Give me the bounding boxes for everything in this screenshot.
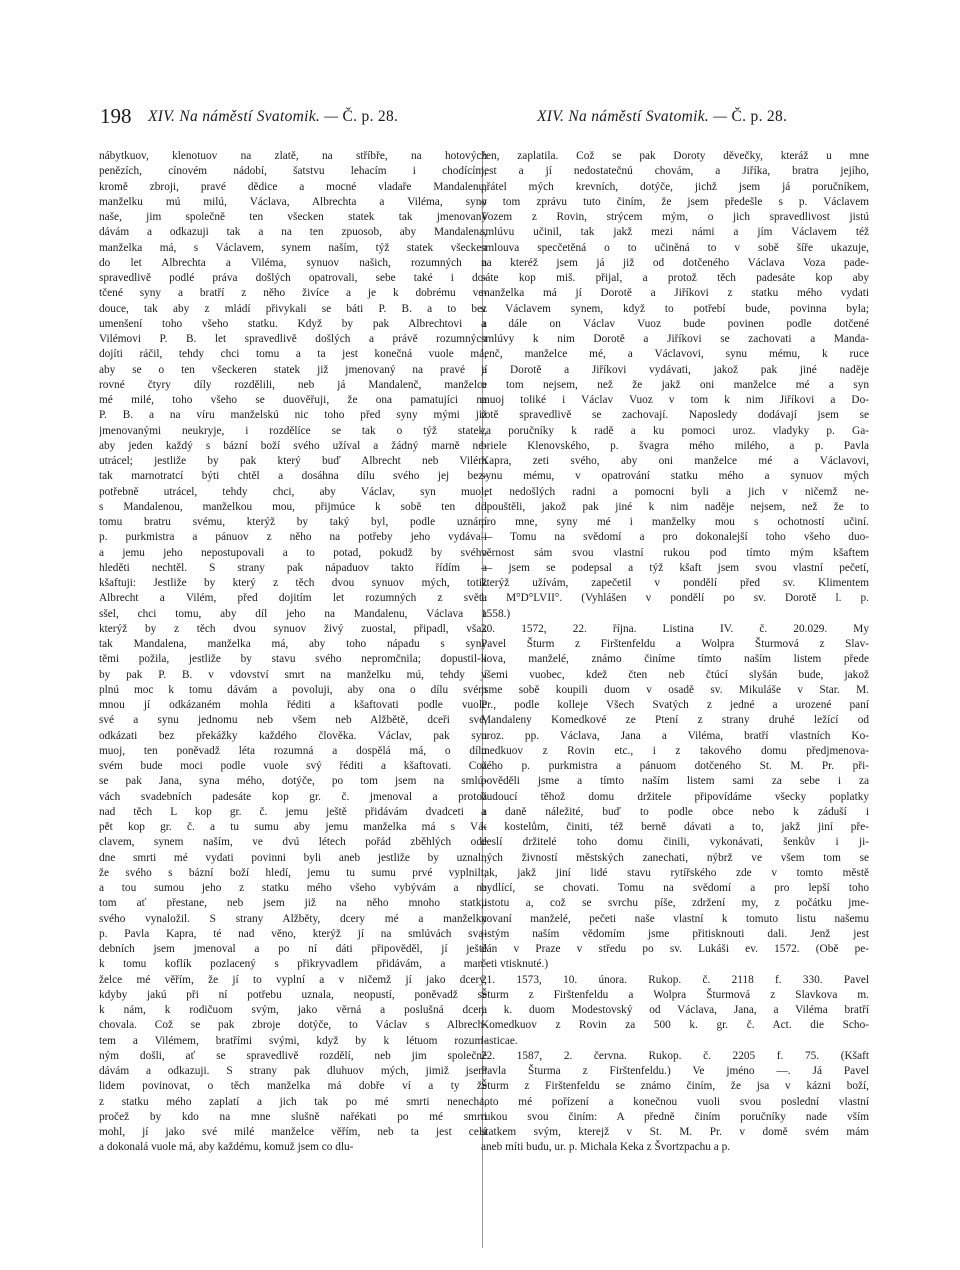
running-head-left-ref: Č. p. 28. bbox=[342, 108, 399, 125]
text-line: spravedlivě podlé práva došlých opatrovali, sebe také i do- bbox=[99, 272, 487, 284]
text-line: kšaftuji: Jestliže by který z těch dvou synuov mých, totiž bbox=[99, 577, 487, 589]
text-line: mé milé, toho všeho se duověřuji, že ona pamatujíci na bbox=[99, 394, 487, 406]
text-line: a dokonalá vuole má, aby každému, komuž jsem co dlu- bbox=[99, 1141, 354, 1154]
text-line: — jsem se podepsal a týž kšaft jsem svou vlastní pečetí, bbox=[481, 561, 869, 574]
text-line: na kteréž jsem já již od dotčeného Václava Voza pade- bbox=[481, 256, 869, 269]
text-line: ným došli, ať se spravedlivě rozdělí, neb jim společně bbox=[99, 1049, 487, 1062]
text-line: tak Mandalena, manželka má, aby toho nápadu s syny bbox=[99, 638, 487, 650]
text-line: jí Dorotě a Jiříkovi vydávati, jakož pak jiné naděje bbox=[481, 363, 869, 376]
text-line: pro mne, syny mé i manželky mou s ochotností učiní. bbox=[481, 516, 869, 528]
text-line: Vozem z Rovin, strýcem mým, o jich spravedlivost jistú bbox=[481, 211, 869, 223]
text-line: hleděti nechtěl. S strany pak nápaduov takto řídím a bbox=[99, 561, 487, 574]
text-line: jsme sobě koupili duom v osadě sv. Mikuláše v Star. M. bbox=[481, 683, 869, 696]
text-line: aby jeden každý s bázní boží svého užíval a žádný marně ne- bbox=[99, 439, 487, 452]
text-line: a jemu jeho nepostupovali a to potad, pokudž by svého bbox=[99, 546, 487, 559]
text-line: ného p. purkmistra a pánuom dotčeného St. M. Pr. při- bbox=[481, 760, 869, 772]
text-line: 22. 1587, 2. června. Rukop. č. 2205 f. 75. (Kšaft bbox=[481, 1049, 869, 1062]
text-line: jmenovanými neukryje, i rozdělíce se tak o týž statek, bbox=[99, 424, 487, 437]
text-line: rovné čtyry díly rozdělili, neb já Mandalenč, manželce bbox=[99, 378, 487, 391]
text-line: clavem, synem naším, ve dvú létech pořád zběhlých ode bbox=[99, 836, 487, 849]
text-line: kterýž by z těch dvou synuov živý zuostal, připadl, však bbox=[99, 622, 487, 635]
text-line: lenč, manželce mé, a Václavovi, synu mému, k ruce bbox=[481, 348, 869, 361]
text-line: sšel, chci tomu, aby díl jeho na Mandalenu, Václava a bbox=[99, 607, 487, 620]
running-head-right-title: XIV. Na náměstí Svatomik. — bbox=[537, 108, 728, 125]
text-line: umenšení toho všeho statku. Když by pak Albrechtovi a bbox=[99, 317, 487, 330]
text-line: smlúvy k nim Dorotě a Jiříkovi se zachovati a Manda- bbox=[481, 333, 869, 345]
text-line: jistotu a, což se svrchu píše, zdržení my, z počátku jme- bbox=[481, 897, 869, 910]
text-line: o tom zprávu tuto činím, že jsem předešle s p. Václavem bbox=[481, 195, 869, 208]
text-line: věrnost sám svou vlastní rukou pod tímto mým kšaftem bbox=[481, 546, 869, 559]
text-line: plnú moc k tomu dávám a povoluji, aby ona o dílu svém bbox=[99, 683, 487, 696]
text-line: všemi vuobec, kdež čten neb čtúcí slyšán bude, jakož bbox=[481, 668, 869, 681]
text-line: Šturm z Firštenfeldu a Wolpra Šturmová z Slavkova m. bbox=[481, 988, 869, 1001]
text-line: mnou jí odkázaném mohla řéditi a kšaftovati podle vuole bbox=[99, 699, 487, 711]
text-line: p. purkmistra a pánuov z něho na potřeby jeho vydávali bbox=[99, 531, 487, 544]
text-line: novaní manželé, pečeti naše vlastní k tomuto listu našemu bbox=[481, 912, 869, 925]
text-line: deslí držitelé toho domu činili, vykonávati, šenkův i ji- bbox=[481, 836, 869, 849]
text-line: s Václavem synem, když to potřebí bude, povinna byla; bbox=[481, 302, 869, 315]
text-line: jistým naším vědomím jsme přitisknouti dali. Jenž jest bbox=[481, 927, 869, 940]
text-line: Šturm z Firštenfeldu se známo činím, že jsa v kázni boží, bbox=[481, 1080, 869, 1093]
text-line: jest a jí nedostatečnú chovám, a Jiříka, bratra jejího, bbox=[481, 165, 869, 178]
text-line: žen, zaplatila. Což se pak Doroty děvečky, kteráž u mne bbox=[481, 150, 869, 162]
text-line: smlúvu učinil, tak jakž mezi námi a jím Václavem též bbox=[481, 226, 869, 239]
text-line: tom ať přestane, neb jsem již na něho mnoho statku bbox=[99, 897, 487, 910]
text-line: se pak Jana, syna mého, dotýče, po tom jsem na smlú- bbox=[99, 775, 487, 788]
text-line: 1558.) bbox=[481, 607, 511, 620]
text-line: nad těch L kop gr. č. jemu ještě přidávám dvadceti a bbox=[99, 805, 487, 818]
text-line: muoj, ten poněvadž léta rozumná a dospělá má, o dílu bbox=[99, 744, 487, 757]
text-line: a tou sumou jeho z statku mého všeho vybývám a na bbox=[99, 882, 487, 894]
text-line: tčené syny a bratří z něho živíce a je k dobrému ve- bbox=[99, 287, 487, 300]
text-line: dán v Praze v středu po sv. Lukáši ev. 1572. (Obě pe- bbox=[481, 943, 869, 955]
running-head-left-title: XIV. Na náměstí Svatomik. — bbox=[148, 108, 339, 125]
text-line: chovala. Což se pak zbroje dotýče, to Václav s Albrech- bbox=[99, 1019, 487, 1032]
text-line: kromě zbroji, pravé dědice a mocné vladaře Mandalenu, bbox=[99, 180, 487, 193]
text-line: dávám a odkazuji tak a na ten zpuosob, aby Mandalena, bbox=[99, 226, 487, 239]
text-line: tak, jakž jiní lidé stavu rytířského zde v tomto městě bbox=[481, 866, 869, 879]
text-line: za poručníky k radě a ku pomoci uroz. vladyky p. Ga- bbox=[481, 424, 869, 437]
text-line: smlouva specčetěná o to učiněná to v sobě šíře ukazuje, bbox=[481, 241, 869, 254]
text-line: potřebně utrácel, tehdy chci, aby Václav, syn muoj, bbox=[99, 485, 487, 498]
text-line: dne smrti mé vydati povinni byli aneb jestliže by uznali, bbox=[99, 851, 487, 864]
running-head-right bbox=[537, 108, 787, 126]
text-line: Pr., podle kolleje Všech Svatých z jedné a urozené paní bbox=[481, 699, 869, 711]
text-line: do let Albrechta a Viléma, synuov našich, rozumných a bbox=[99, 256, 487, 269]
text-line: Albrecht a Vilém, před dojitím let rozumných z světa bbox=[99, 592, 487, 605]
text-line: a dále on Václav Vuoz bude povinen podle dotčené bbox=[481, 317, 869, 330]
text-line: j. k. duom Modestovský od Václava, Jana, a Viléma bratří bbox=[481, 1004, 869, 1016]
text-line: k tomu koflík pozlacený s přikryvadlem přidávám, a man- bbox=[99, 958, 487, 971]
text-line: pět kop gr. č. a tu sumu aby jemu manželka má s Vá- bbox=[99, 821, 487, 833]
text-line: ných živností městských zanechati, nýbrž ve všem tom se bbox=[481, 851, 869, 864]
text-line: pročež by kdo na mne slušně nařékati po mé smrti bbox=[99, 1110, 487, 1123]
text-line: nábytkuov, klenotuov na zlatě, na stříbře, na hotových bbox=[99, 150, 487, 162]
text-line: kova, manželé, známo činíme tímto naším listem přede bbox=[481, 653, 869, 666]
page-number: 198 bbox=[100, 104, 132, 128]
text-line: manželka má jí Dorotě a Jiříkovi z statku mého vydati bbox=[481, 287, 869, 300]
text-line: aneb míti budu, ur. p. Michala Keka z Švortzpachu a p. bbox=[481, 1141, 731, 1154]
text-line: k nám, k rodičuom svým, jako věrná a poslušná dcera bbox=[99, 1004, 487, 1016]
running-head-right-ref: Č. p. 28. bbox=[731, 108, 788, 125]
text-line: opouštěli, jakož pak jiné k nim naděje nejsem, než že to bbox=[481, 500, 869, 513]
text-line: k kostelům, činiti, též berně dávati a to, jakž jiní pře- bbox=[481, 821, 869, 833]
text-line: penězích, cínovém nádobí, šatstvu lehacím i chodícím, bbox=[99, 165, 487, 178]
text-line: muoj toliké i Václav Vuoz v tom k nim Jiříkovi a Do- bbox=[481, 394, 869, 406]
text-line: budoucí těhož domu držitele připovídáme všecky poplatky bbox=[481, 790, 869, 803]
text-line: Pavla Šturma z Firštenfeldu.) Ve jméno —. Já Pavel bbox=[481, 1065, 869, 1077]
text-line: Kapra, zeti svého, aby oni manželce mé a Václavovi, bbox=[481, 455, 869, 467]
text-line: těmi požila, jestliže by stavu svého nepromčnila; dopustil-li bbox=[99, 653, 487, 666]
running-head-left bbox=[148, 108, 398, 126]
left-text-column bbox=[99, 149, 487, 1156]
text-line: Komedkuov z Rovin za 500 k. gr. č. Act. die Scho- bbox=[481, 1019, 869, 1032]
text-line: — Tomu na svědomí a pro dokonalejší toho všeho duo- bbox=[481, 531, 869, 544]
text-line: dávám a odkazuji. S strany pak dluhuov mých, jimiž jsem bbox=[99, 1065, 487, 1077]
text-line: bydlící, se chovati. Tomu na svědomí a pro lepší toho bbox=[481, 882, 869, 894]
text-line: tomu bratru svému, kterýž by taký byl, podle uznání bbox=[99, 516, 487, 528]
text-line: naše, jim společně ten všecken statek tak jmenovaný bbox=[99, 211, 487, 223]
text-line: z statku mého zaplatí a jich tak po mé smrti nenechá, bbox=[99, 1095, 487, 1108]
text-line: rotě spravedlivě se zachovají. Naposledy dodávají jsem se bbox=[481, 409, 869, 422]
text-line: Mandaleny Komedkové ze Ptení z strany druhé ležící od bbox=[481, 714, 869, 727]
text-line: četi vtisknuté.) bbox=[481, 958, 549, 971]
text-line: Pavel Šturm z Firštenfeldu a Wolpra Šturmová z Slav- bbox=[481, 638, 869, 650]
text-line: vách svadebních padesáte kop gr. č. jmenoval a protož bbox=[99, 790, 487, 803]
text-line: své a synu jednomu neb všem neb Alžbětě, dceři své, bbox=[99, 714, 487, 727]
text-line: odkázati bez překážky každého člověka. Václav, pak syn bbox=[99, 729, 487, 742]
text-line: let nedošlých radni a pomocni byli a jich v ničemž ne- bbox=[481, 485, 869, 498]
text-line: Vilémovi P. B. let spravedlivě došlých a právě rozumných bbox=[99, 333, 487, 345]
text-line: kterýž užívám, zapečetil v pondělí před sv. Klimentem bbox=[481, 577, 869, 589]
text-line: mohl, jí jako své milé manželce věřím, neb ta jest celá bbox=[99, 1126, 487, 1138]
text-line: P. B. a na víru manželskú nic toho před syny mými již bbox=[99, 409, 487, 422]
text-line: že svého s bázní boží hledí, jemu tu sumu prvé vyplnili; bbox=[99, 866, 487, 879]
text-line: dojíti ráčil, tehdy chci tomu a ta jest konečná vuole má, bbox=[99, 348, 487, 361]
text-line: manželku mú milú, Václava, Albrechta a Viléma, syny bbox=[99, 195, 487, 208]
text-line: aby se o ten všeckeren statek již jmenovaný na pravé a bbox=[99, 363, 487, 376]
text-line: o tom nejsem, než že jakž oni manželce mé a syn bbox=[481, 378, 869, 391]
text-line: svém bude moci podle vuole svý řéditi a kšaftovati. Což bbox=[99, 760, 487, 772]
text-line: utrácel; jestliže by pak který buď Albrecht neb Vilém bbox=[99, 455, 487, 467]
text-line: douce, tak aby z mládí přivykali se báti P. B. a to bez bbox=[99, 302, 487, 315]
text-line: 21. 1573, 10. února. Rukop. č. 2118 f. 330. Pavel bbox=[481, 973, 869, 986]
text-line: přátel mých krevních, dotýče, jichž jsem já poručníkem, bbox=[481, 180, 869, 193]
text-line: pověděli jsme a tímto naším listem sami za sebe i za bbox=[481, 775, 869, 788]
text-line: a daně náležité, buď to podle obce nebo k záduší i bbox=[481, 805, 869, 818]
text-line: toto mé pořízení a konečnou vuoli svou poslední vlastní bbox=[481, 1095, 869, 1108]
text-line: s Mandalenou, manželkou mou, přijmúce k sobě ten díl bbox=[99, 500, 487, 513]
text-line: debních jsem jmenoval a po ní dáti připověděl, jí ještě bbox=[99, 943, 487, 955]
text-line: 20. 1572, 22. října. Listina IV. č. 20.029. My bbox=[481, 622, 869, 635]
text-line: tak marnotratcí býti chtěl a dosáhna dílu svého jej bez- bbox=[99, 470, 487, 483]
text-line: svého vynaložil. S strany Alžběty, dcery mé a manželky bbox=[99, 912, 487, 925]
text-line: uroz. pp. Václava, Jana a Viléma, bratří vlastních Ko- bbox=[481, 729, 869, 742]
text-line: kdyby jakú při ní potřebu uznala, neopustí, poněvadž se bbox=[99, 988, 487, 1001]
text-line: p. Pavla Kapra, té nad věno, kterýž jí na smlúvách sva- bbox=[99, 927, 487, 940]
text-line: l. M°D°LVII°. (Vyhlášen v pondělí po sv. Dorotě l. p. bbox=[481, 592, 869, 605]
text-line: synu mému, v opatrování statku mého a synuov mých bbox=[481, 470, 869, 483]
text-line: briele Klenovského, p. švagra mého milého, a p. Pavla bbox=[481, 439, 869, 452]
text-line: lidem povinovat, o těch manželka má dobře ví a ty že bbox=[99, 1080, 487, 1093]
text-line: statkem svým, kterejž v St. M. Pr. v domě svém mám bbox=[481, 1126, 869, 1138]
text-line: manželka má, s Václavem, synem naším, týž statek všecken bbox=[99, 241, 487, 254]
text-line: rukou svou činím: A předně činím poručníky nade vším bbox=[481, 1110, 869, 1123]
text-line: by pak P. B. v vdovství smrt na manželku mú, tehdy jí bbox=[99, 668, 487, 681]
right-text-column bbox=[481, 149, 869, 1156]
text-line: sáte kop miš. přijal, a protož těch padesáte kop aby bbox=[481, 272, 869, 284]
text-line: lasticae. bbox=[481, 1034, 518, 1047]
text-line: želce mé věřím, že jí to vyplní a v ničemž jí jako dcery, bbox=[99, 973, 487, 986]
page-header bbox=[0, 104, 960, 134]
text-line: tem a Vilémem, bratřími svými, když by k létuom rozum- bbox=[99, 1034, 487, 1047]
text-line: medkuov z Rovin etc., i z takového domu předjmenova- bbox=[481, 744, 869, 757]
